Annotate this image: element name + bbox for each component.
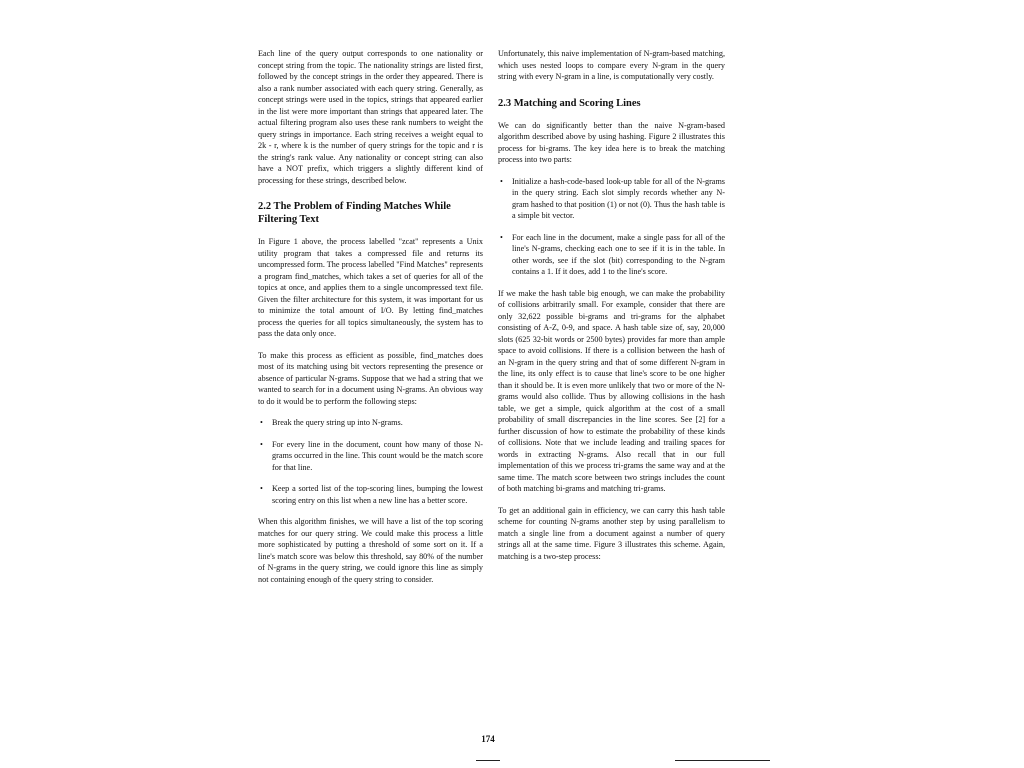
footer-rule-left xyxy=(476,760,500,761)
paragraph: Unfortunately, this naive implementation of N-gram-based matching, which uses nested loops to compare every N-gram in the query string with every N-gram in a line, is computationally very costly. xyxy=(498,49,725,81)
page-number: 174 xyxy=(481,734,495,744)
paragraph: Each line of the query output corresponds to one nationality or concept string from the topic. The nationality strings are listed first, followed by the concept strings in the order they appeared. There is also a rank number associated with each query string. Generally, as concept strings were used in the topics, strings that appeared earlier in the list were more important than strings that appeared later. The actual filtering program also uses these rank numbers to weight the query strings in importance. Each string receives a weight equal to 2k - r, where k is the number of query strings for the topic and r is the string's rank value. Any nationality or concept string can also have a NOT prefix, which triggers a slightly different kind of processing for these strings, described below. xyxy=(258,49,483,185)
bullet-list xyxy=(498,176,725,278)
bullet-item: • Break the query string up into N-grams. xyxy=(258,417,483,429)
paragraph: In Figure 1 above, the process labelled "zcat" represents a Unix utility program that takes a compressed file and returns its uncompressed form. The process labelled "Find Matches" represents a program find_matches, which takes a set of queries for all of the topics at once, and applies them to a single uncompressed text file. Given the filter architecture for this system, it was important for us to minimize the total amount of I/O. By letting find_matches process the queries for all topics simultaneously, the system has to pass the data only once. xyxy=(258,237,483,338)
bullet-item: • Keep a sorted list of the top-scoring lines, bumping the lowest scoring entry on this list when a new line has a better score. xyxy=(258,483,483,506)
left-column xyxy=(258,48,483,595)
paragraph: To get an additional gain in efficiency, we can carry this hash table scheme for counting N-grams another step by using parallelism to match a single line from a document against a number of query strings all at the same time. Figure 3 illustrates this scheme. Again, matching is a two-step process: xyxy=(498,505,725,561)
section-heading: 2.3 Matching and Scoring Lines xyxy=(498,97,641,109)
paragraph: To make this process as efficient as possible, find_matches does most of its matching using bit vectors representing the presence or absence of particular N-grams. Suppose that we had a string that we wanted to search for in a document using N-grams. An obvious way to do it would be to perform the following steps: xyxy=(258,350,483,406)
footer-rule-right xyxy=(675,760,770,761)
paragraph: If we make the hash table big enough, we can make the probability of collisions arbitrarily small. For example, consider that there are only 32,622 possible bi-grams and tri-grams for the alphabet consisting of A-Z, 0-9, and space. A hash table size of, say, 20,000 slots (625 32-bit words or 2500 bytes) provides far more than ample space to avoid collisions. If there is a collision between the hash of an N-gram in the query string and that of some different N-gram in the line, its only effect is to cause that line's score to be one higher than it should be. It is even more unlikely that two or more of the N-grams would also collide. Thus by allowing collisions in the hash table, we get a simple, quick algorithm at the cost of a small probability of small discrepancies in the line scores. See [2] for a further discussion of how to estimate the probability of these kinds of collisions. Note that we include leading and trailing spaces for words in extracting N-grams. Also recall that in our full implementation of this we process tri-grams the same way and at the same time. The match score between two strings includes the count of both matching bi-grams and matching tri-grams. xyxy=(498,288,725,493)
bullet-list xyxy=(258,417,483,506)
bullet-item: • For each line in the document, make a single pass for all of the line's N-grams, checking each one to see if it is in the table. In other words, see if the slot (bit) corresponding to the N-gram contains a 1. If it does, add 1 to the line's score. xyxy=(498,232,725,278)
bullet-item: • Initialize a hash-code-based look-up table for all of the N-grams in the query string. Each slot simply records whether any N-gram hashed to that position (1) or not (0). Thus the hash table is a simple bit vector. xyxy=(498,176,725,222)
bullet-item: • For every line in the document, count how many of those N-grams occurred in the line. This count would be the match score for that line. xyxy=(258,439,483,474)
paragraph: When this algorithm finishes, we will have a list of the top scoring matches for our query string. We could make this process a little more sophisticated by putting a threshold of some sort on it. If a line's match score was below this threshold, say 80% of the number of N-grams in the query string, we could ignore this line as simply not containing enough of the query string to consider. xyxy=(258,517,483,584)
section-heading: 2.2 The Problem of Finding Matches While Filtering Text xyxy=(258,201,451,225)
paragraph: We can do significantly better than the naive N-gram-based algorithm described above by using hashing. Figure 2 illustrates this process for bi-grams. The key idea here is to break the matching process into two parts: xyxy=(498,120,725,164)
right-column xyxy=(498,48,725,572)
